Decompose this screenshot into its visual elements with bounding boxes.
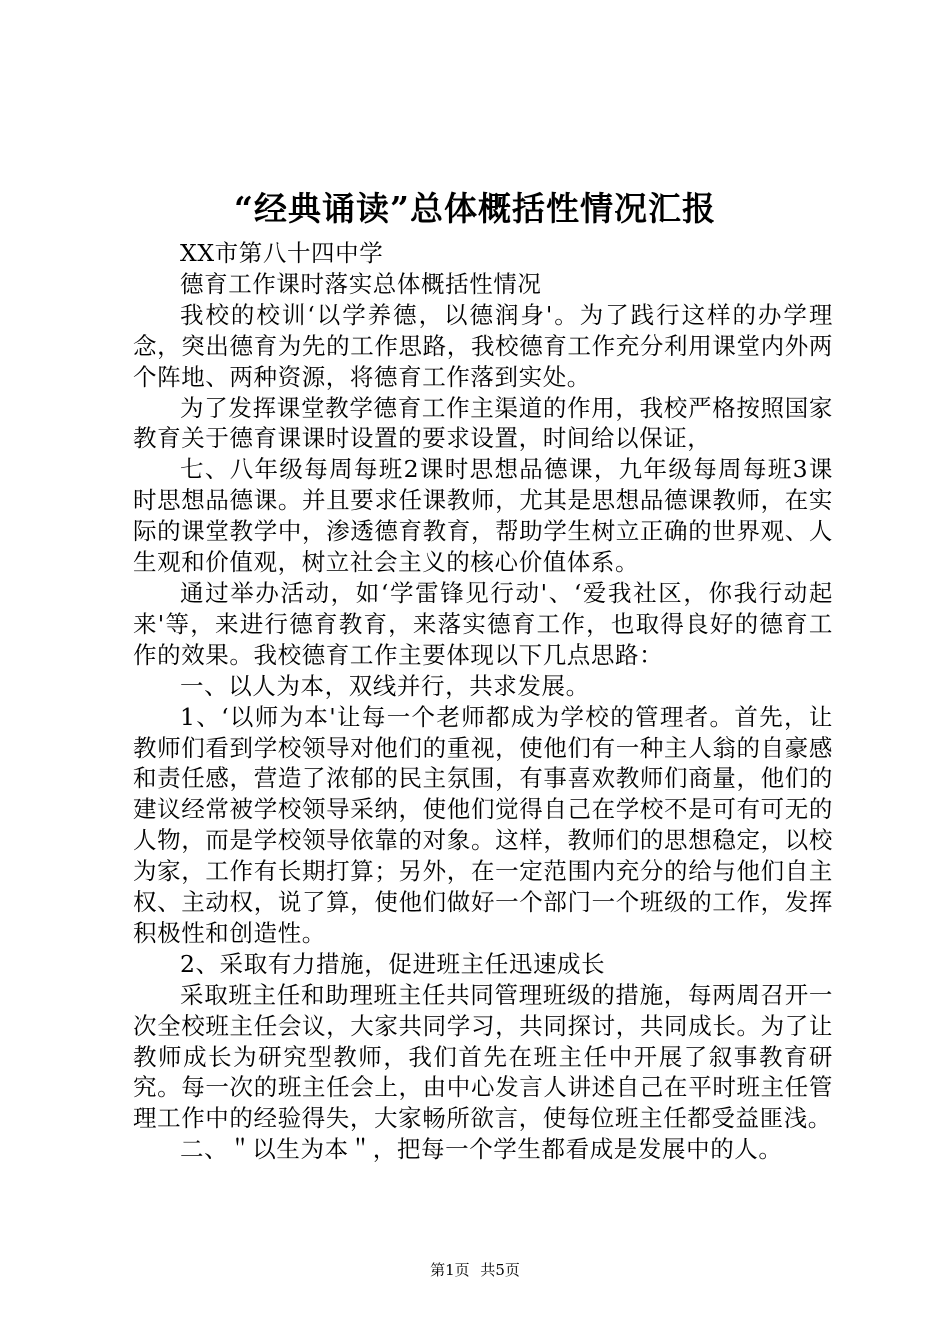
paragraph: 我校的校训‘以学养德，以德润身'。为了践行这样的办学理念，突出德育为先的工作思路，我校德育工作充分利用课堂内外两个阵地、两种资源，将德育工作落到实处。 (133, 300, 833, 391)
subsection-heading: 2、采取有力措施，促进班主任迅速成长 (180, 949, 606, 978)
paragraph: 1、‘以师为本'让每一个老师都成为学校的管理者。首先，让教师们看到学校领导对他们的重视，使他们有一种主人翁的自豪感和责任感，营造了浓郁的民主氛围，有事喜欢教师们商量，他们的建议经常被学校领导采纳，使他们觉得自己在学校不是可有可无的人物，而是学校领导依靠的对象。这样，教师们的思想稳定，以校为家，工作有长期打算；另外，在一定范围内充分的给与他们自主权、主动权，说了算，使他们做好一个部门一个班级的工作，发挥积极性和创造性。 (133, 702, 833, 947)
paragraph: 七、八年级每周每班2课时思想品德课，九年级每周每班3课时思想品德课。并且要求任课教师，尤其是思想品德课教师，在实际的课堂教学中，渗透德育教育，帮助学生树立正确的世界观、人生观和价值观，树立社会主义的核心价值体系。 (133, 455, 833, 577)
section-subtitle: 德育工作课时落实总体概括性情况 (180, 269, 542, 298)
paragraph: 采取班主任和助理班主任共同管理班级的措施，每两周召开一次全校班主任会议，大家共同学习，共同探讨，共同成长。为了让教师成长为研究型教师，我们首先在班主任中开展了叙事教育研究。每一次的班主任会上，由中心发言人讲述自己在平时班主任管理工作中的经验得失，大家畅所欲言，使每位班主任都受益匪浅。 (133, 980, 833, 1133)
paragraph: 通过举办活动，如‘学雷锋见行动'、‘爱我社区，你我行动起来'等，来进行德育教育，来落实德育工作，也取得良好的德育工作的效果。我校德育工作主要体现以下几点思路： (133, 578, 833, 669)
document-title: “经典诵读”总体概括性情况汇报 (234, 189, 716, 228)
section-heading: 二、＂以生为本＂，把每一个学生都看成是发展中的人。 (180, 1135, 783, 1164)
section-heading: 一、以人为本，双线并行，共求发展。 (180, 671, 590, 700)
page-number: 第1页 共5页 (430, 1261, 520, 1279)
school-name: XX市第八十四中学 (180, 239, 384, 267)
paragraph: 为了发挥课堂教学德育工作主渠道的作用，我校严格按照国家教育关于德育课课时设置的要求设置，时间给以保证， (133, 393, 833, 453)
document-body (133, 238, 833, 1165)
